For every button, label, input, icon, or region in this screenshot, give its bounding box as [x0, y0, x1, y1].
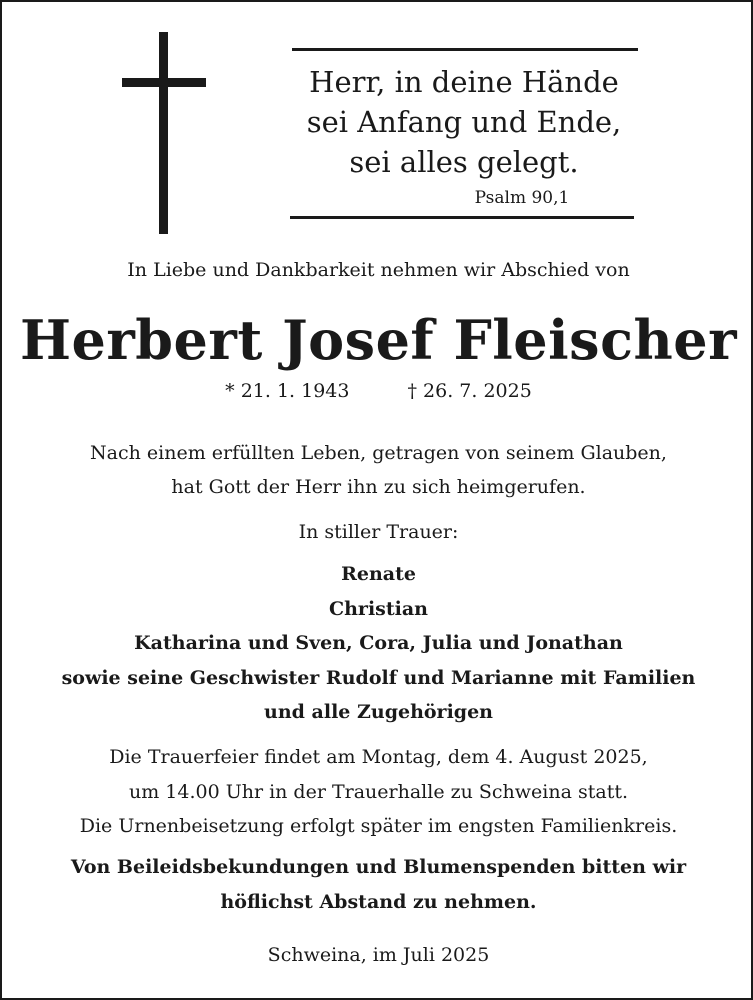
- death-date: † 26. 7. 2025: [407, 380, 532, 402]
- ceremony-line: Die Urnenbeisetzung erfolgt später im engsten Familienkreis.: [79, 815, 678, 837]
- life-text-line: Nach einem erfüllten Leben, getragen von seinem Glauben,: [90, 442, 667, 464]
- request-line: höflichst Abstand zu nehmen.: [220, 890, 537, 913]
- birth-date: * 21. 1. 1943: [225, 380, 350, 402]
- mourner-line: sowie seine Geschwister Rudolf und Marianne mit Familien: [61, 666, 696, 689]
- verse-line: Herr, in deine Hände: [309, 65, 619, 99]
- life-text-line: hat Gott der Herr ihn zu sich heimgerufen.: [171, 476, 586, 498]
- ceremony-info: [2, 740, 753, 844]
- life-dates: [2, 380, 753, 402]
- bible-verse-box: [290, 48, 638, 220]
- cross-horizontal-bar: [122, 78, 206, 87]
- mourner-line: Katharina und Sven, Cora, Julia und Jonathan: [134, 632, 623, 654]
- cross-icon: [122, 32, 206, 234]
- verse-bottom-rule: [290, 216, 634, 219]
- place-and-date: Schweina, im Juli 2025: [267, 944, 490, 966]
- bible-verse: [290, 62, 638, 182]
- condolence-request: [2, 850, 753, 919]
- mourner-line: und alle Zugehörigen: [264, 701, 493, 723]
- verse-line: sei Anfang und Ende,: [306, 105, 622, 139]
- verse-reference: Psalm 90,1: [474, 188, 570, 208]
- mourner-line: Christian: [329, 597, 428, 620]
- mourners-list: [2, 557, 753, 730]
- ceremony-line: um 14.00 Uhr in der Trauerhalle zu Schweina statt.: [128, 780, 629, 803]
- mourning-intro: In stiller Trauer:: [298, 521, 459, 543]
- verse-line: sei alles gelegt.: [349, 145, 579, 179]
- request-line: Von Beileidsbekundungen und Blumenspenden bitten wir: [70, 856, 687, 878]
- mourner-line: Renate: [341, 563, 416, 585]
- life-text: [2, 436, 753, 504]
- farewell-intro: In Liebe und Dankbarkeit nehmen wir Abschied von: [127, 259, 630, 281]
- deceased-name: Herbert Josef Fleischer: [19, 308, 738, 372]
- ceremony-line: Die Trauerfeier findet am Montag, dem 4. August 2025,: [109, 746, 648, 768]
- verse-top-rule: [292, 48, 638, 51]
- cross-vertical-bar: [159, 32, 168, 234]
